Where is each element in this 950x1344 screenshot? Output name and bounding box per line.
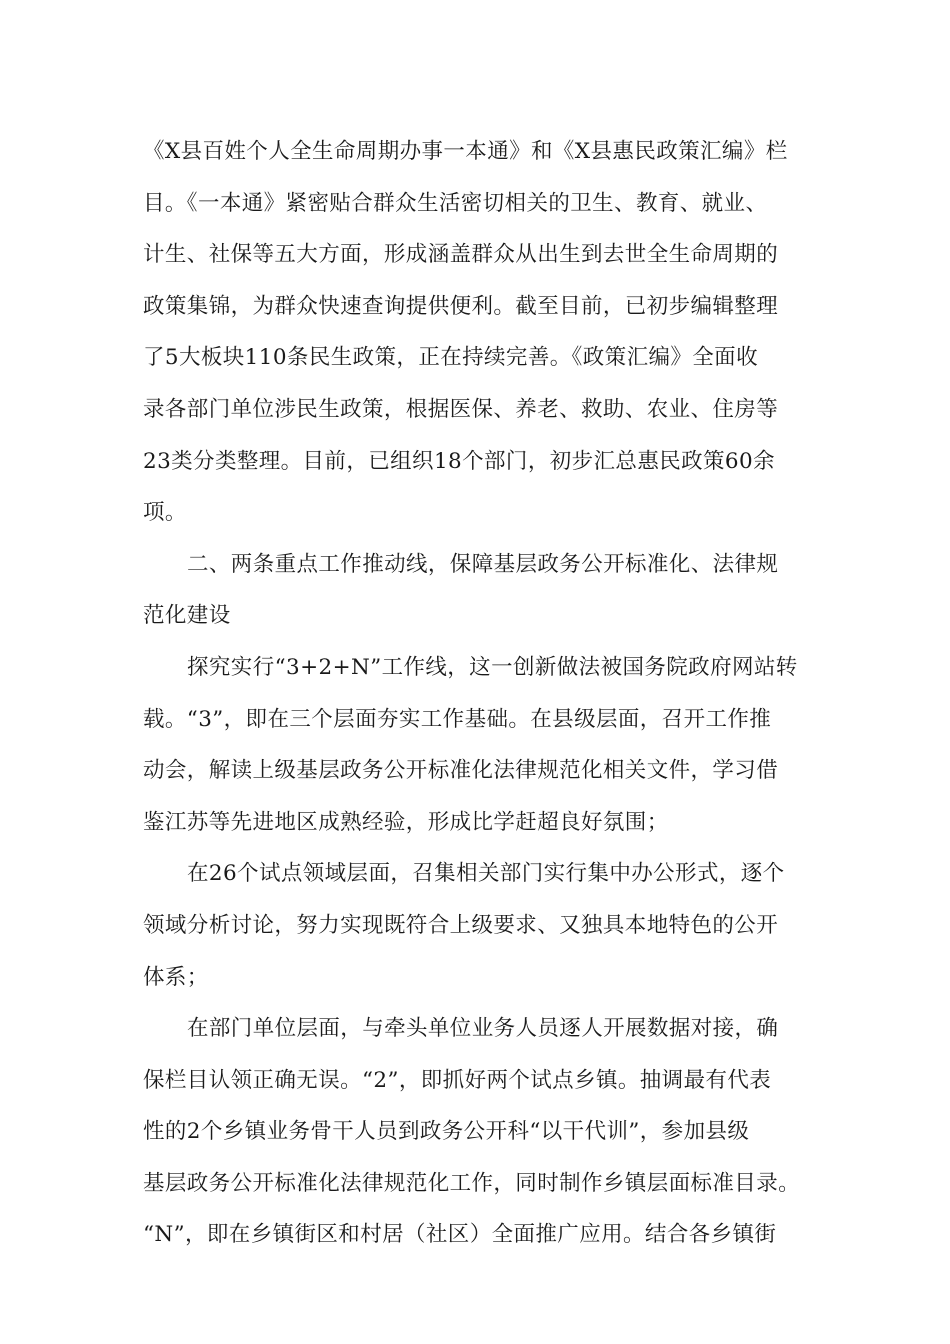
document-body	[143, 126, 815, 1261]
text-line: 领域分析讨论，努力实现既符合上级要求、又独具本地特色的公开	[143, 912, 779, 938]
text-line: 计生、社保等五大方面，形成涵盖群众从出生到去世全生命周期的	[143, 242, 779, 268]
section-heading-line: 二、两条重点工作推动线，保障基层政务公开标准化、法律规	[187, 551, 779, 577]
text-line: 录各部门单位涉民生政策，根据医保、养老、救助、农业、住房等	[143, 396, 779, 422]
text-line: 探究实行“3+2+N”工作线，这一创新做法被国务院政府网站转	[187, 654, 798, 680]
text-line: 目。《一本通》紧密贴合群众生活密切相关的卫生、教育、就业、	[143, 190, 768, 216]
section-heading-line: 范化建设	[143, 603, 231, 629]
text-line: “N”，即在乡镇街区和村居（社区）全面推广应用。结合各乡镇街	[143, 1222, 777, 1248]
text-line: 基层政务公开标准化法律规范化工作，同时制作乡镇层面标准目录。	[143, 1170, 801, 1196]
text-line: 了5大板块110条民生政策，正在持续完善。《政策汇编》全面收	[143, 345, 758, 371]
text-line: 保栏目认领正确无误。“2”，即抓好两个试点乡镇。抽调最有代表	[143, 1067, 772, 1093]
text-line: 在26个试点领域层面，召集相关部门实行集中办公形式，逐个	[187, 861, 785, 887]
text-line: 23类分类整理。目前，已组织18个部门，初步汇总惠民政策60余	[143, 448, 775, 474]
text-line: 项。	[143, 500, 187, 526]
text-line: 体系；	[143, 964, 209, 990]
text-line: 鉴江苏等先进地区成熟经验，形成比学赶超良好氛围；	[143, 809, 669, 835]
text-line: 在部门单位层面，与牵头单位业务人员逐人开展数据对接，确	[187, 1016, 779, 1042]
text-line: 政策集锦，为群众快速查询提供便利。截至目前，已初步编辑整理	[143, 293, 779, 319]
text-line: 动会，解读上级基层政务公开标准化法律规范化相关文件，学习借	[143, 758, 779, 784]
text-line: 载。“3”，即在三个层面夯实工作基础。在县级层面，召开工作推	[143, 706, 772, 732]
text-line: 《X县百姓个人全生命周期办事一本通》和《X县惠民政策汇编》栏	[143, 139, 788, 164]
text-line: 性的2个乡镇业务骨干人员到政务公开科“以干代训”，参加县级	[143, 1119, 750, 1145]
